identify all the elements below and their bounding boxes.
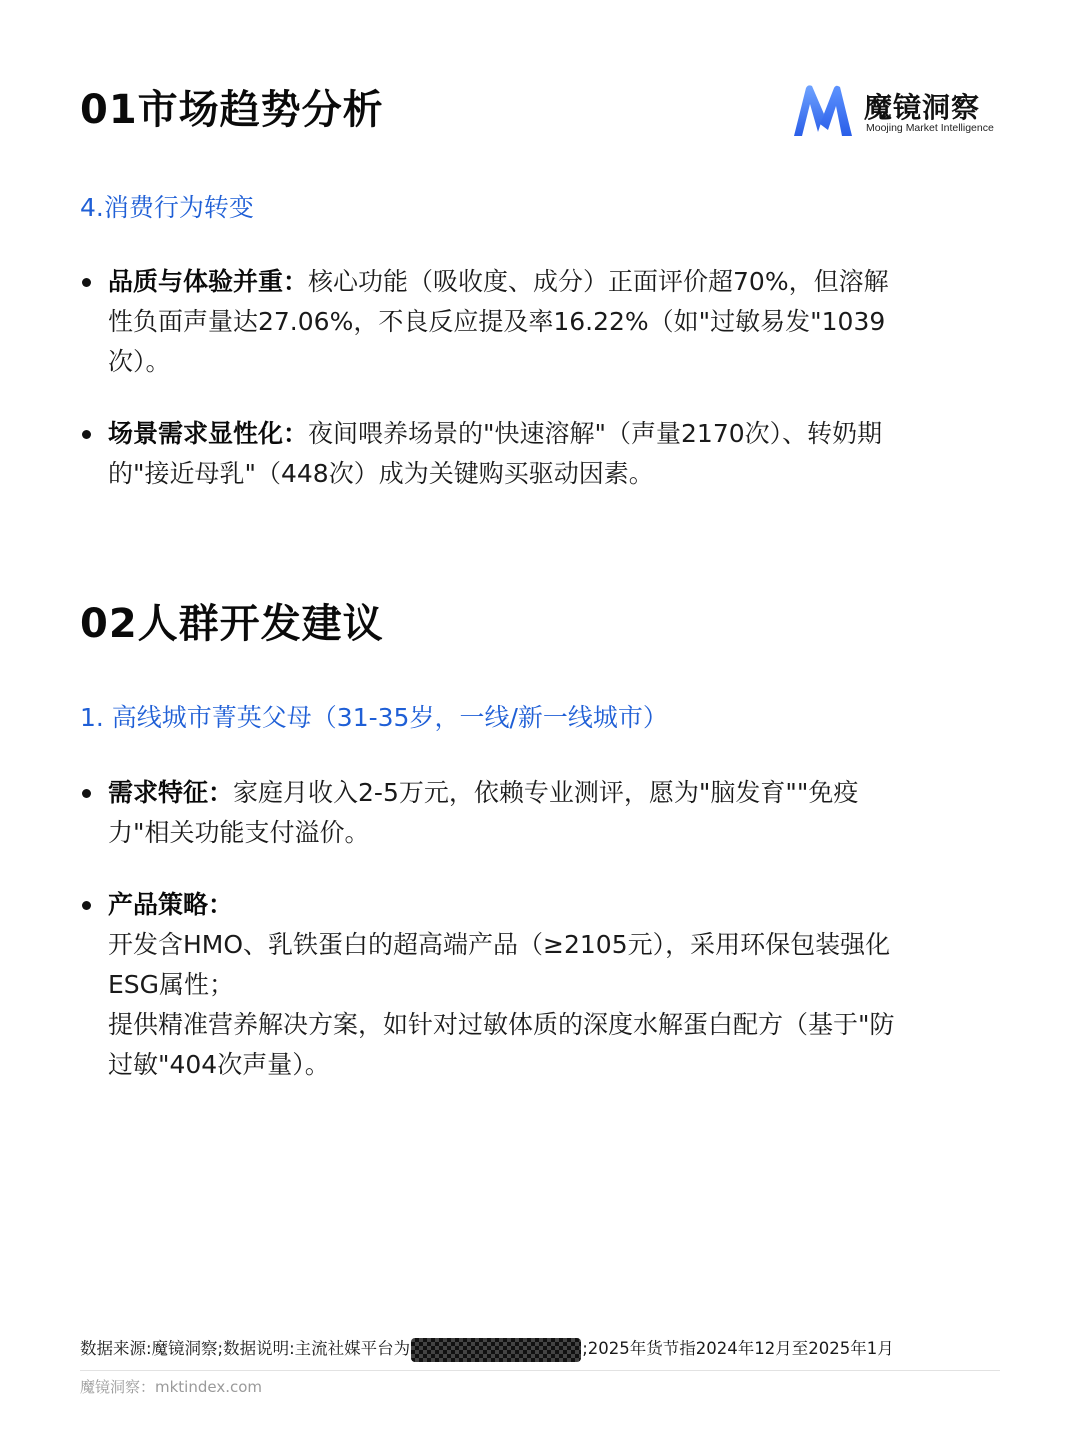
bullet-text: 的"接近母乳"（448次）成为关键购买驱动因素。 [108,459,654,488]
brand-logo [790,84,1010,138]
bullet-dot-icon [82,901,91,910]
bullet-quality-experience [80,262,1000,382]
data-source-note [80,1336,894,1362]
bullet-text: 过敏"404次声量）。 [108,1050,330,1079]
section-1-subheading: 4.消费行为转变 [80,193,254,222]
section-1-title: 01市场趋势分析 [80,87,384,133]
section-2-bullet-list [80,773,1000,1117]
bullet-text: 次）。 [108,347,171,376]
redacted-block-icon [411,1338,581,1362]
bullet-label: 产品策略： [108,890,234,919]
bullet-dot-icon [82,278,91,287]
m-logo-icon [790,84,854,138]
bullet-text: 开发含HMO、乳铁蛋白的超高端产品（≥2105元），采用环保包装强化 [108,930,891,959]
bullet-text: 核心功能（吸收度、成分）正面评价超70%，但溶解 [308,267,889,296]
bullet-text: 力"相关功能支付溢价。 [108,818,370,847]
bullet-dot-icon [82,430,91,439]
bullet-scenario-demand [80,414,1000,494]
section-1-bullet-list [80,262,1000,526]
footer-divider [80,1370,1000,1371]
brand-name: 魔镜洞察 [864,91,981,124]
bullet-label: 品质与体验并重： [108,267,309,296]
bullet-dot-icon [82,789,91,798]
bullet-demand-features [80,773,1000,853]
bullet-text: 家庭月收入2-5万元，依赖专业测评，愿为"脑发育""免疫 [233,778,859,807]
bullet-label: 需求特征： [108,778,234,807]
bullet-label: 场景需求显性化： [108,419,309,448]
bullet-text: ESG属性； [108,970,235,999]
source-prefix: 数据来源:魔镜洞察;数据说明:主流社媒平台为 [80,1339,411,1358]
section-2-subheading: 1. 高线城市菁英父母（31-35岁，一线/新一线城市） [80,703,668,732]
bullet-text: 夜间喂养场景的"快速溶解"（声量2170次）、转奶期 [308,419,883,448]
footer-site-link[interactable]: 魔镜洞察：mktindex.com [80,1378,263,1396]
source-suffix: ;2025年货节指2024年12月至2025年1月 [582,1339,894,1358]
section-2-title: 02人群开发建议 [80,601,384,647]
bullet-text: 提供精准营养解决方案，如针对过敏体质的深度水解蛋白配方（基于"防 [108,1010,895,1039]
bullet-text: 性负面声量达27.06%，不良反应提及率16.22%（如"过敏易发"1039 [108,307,886,336]
brand-tagline: Moojing Market Intelligence [866,122,994,134]
bullet-product-strategy [80,885,1000,1085]
